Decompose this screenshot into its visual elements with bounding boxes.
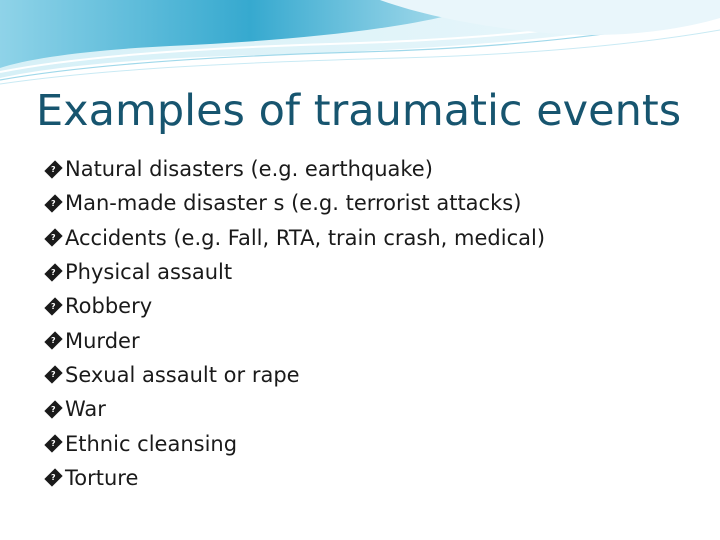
- list-item: [46, 392, 545, 426]
- list-item: [46, 186, 545, 220]
- list-item-text: Physical assault: [65, 260, 233, 285]
- list-item: [46, 323, 545, 357]
- missing-glyph-icon: ?: [44, 434, 62, 452]
- list-item-text: Murder: [65, 328, 140, 353]
- list-item-text: Accidents (e.g. Fall, RTA, train crash, medical): [65, 225, 546, 250]
- header-wave-decoration: [0, 0, 720, 90]
- missing-glyph-icon: ?: [44, 366, 62, 384]
- list-item: [46, 255, 545, 289]
- slide-title: Examples of traumatic events: [36, 86, 682, 136]
- missing-glyph-icon: ?: [44, 400, 62, 418]
- bullet-list: [46, 152, 545, 495]
- list-item: [46, 358, 545, 392]
- list-item-text: Ethnic cleansing: [65, 431, 238, 456]
- list-item: [46, 152, 545, 186]
- list-item-text: Torture: [65, 465, 139, 490]
- missing-glyph-icon: ?: [44, 194, 62, 212]
- list-item: [46, 221, 545, 255]
- list-item-text: War: [65, 397, 106, 422]
- list-item-text: Natural disasters (e.g. earthquake): [65, 157, 433, 182]
- missing-glyph-icon: ?: [44, 263, 62, 281]
- missing-glyph-icon: ?: [44, 229, 62, 247]
- list-item-text: Robbery: [65, 294, 153, 319]
- list-item: [46, 289, 545, 323]
- missing-glyph-icon: ?: [44, 297, 62, 315]
- list-item: [46, 461, 545, 495]
- missing-glyph-icon: ?: [44, 469, 62, 487]
- missing-glyph-icon: ?: [44, 331, 62, 349]
- missing-glyph-icon: ?: [44, 160, 62, 178]
- list-item-text: Man-made disaster s (e.g. terrorist attacks): [65, 191, 522, 216]
- list-item: [46, 426, 545, 460]
- list-item-text: Sexual assault or rape: [65, 362, 300, 387]
